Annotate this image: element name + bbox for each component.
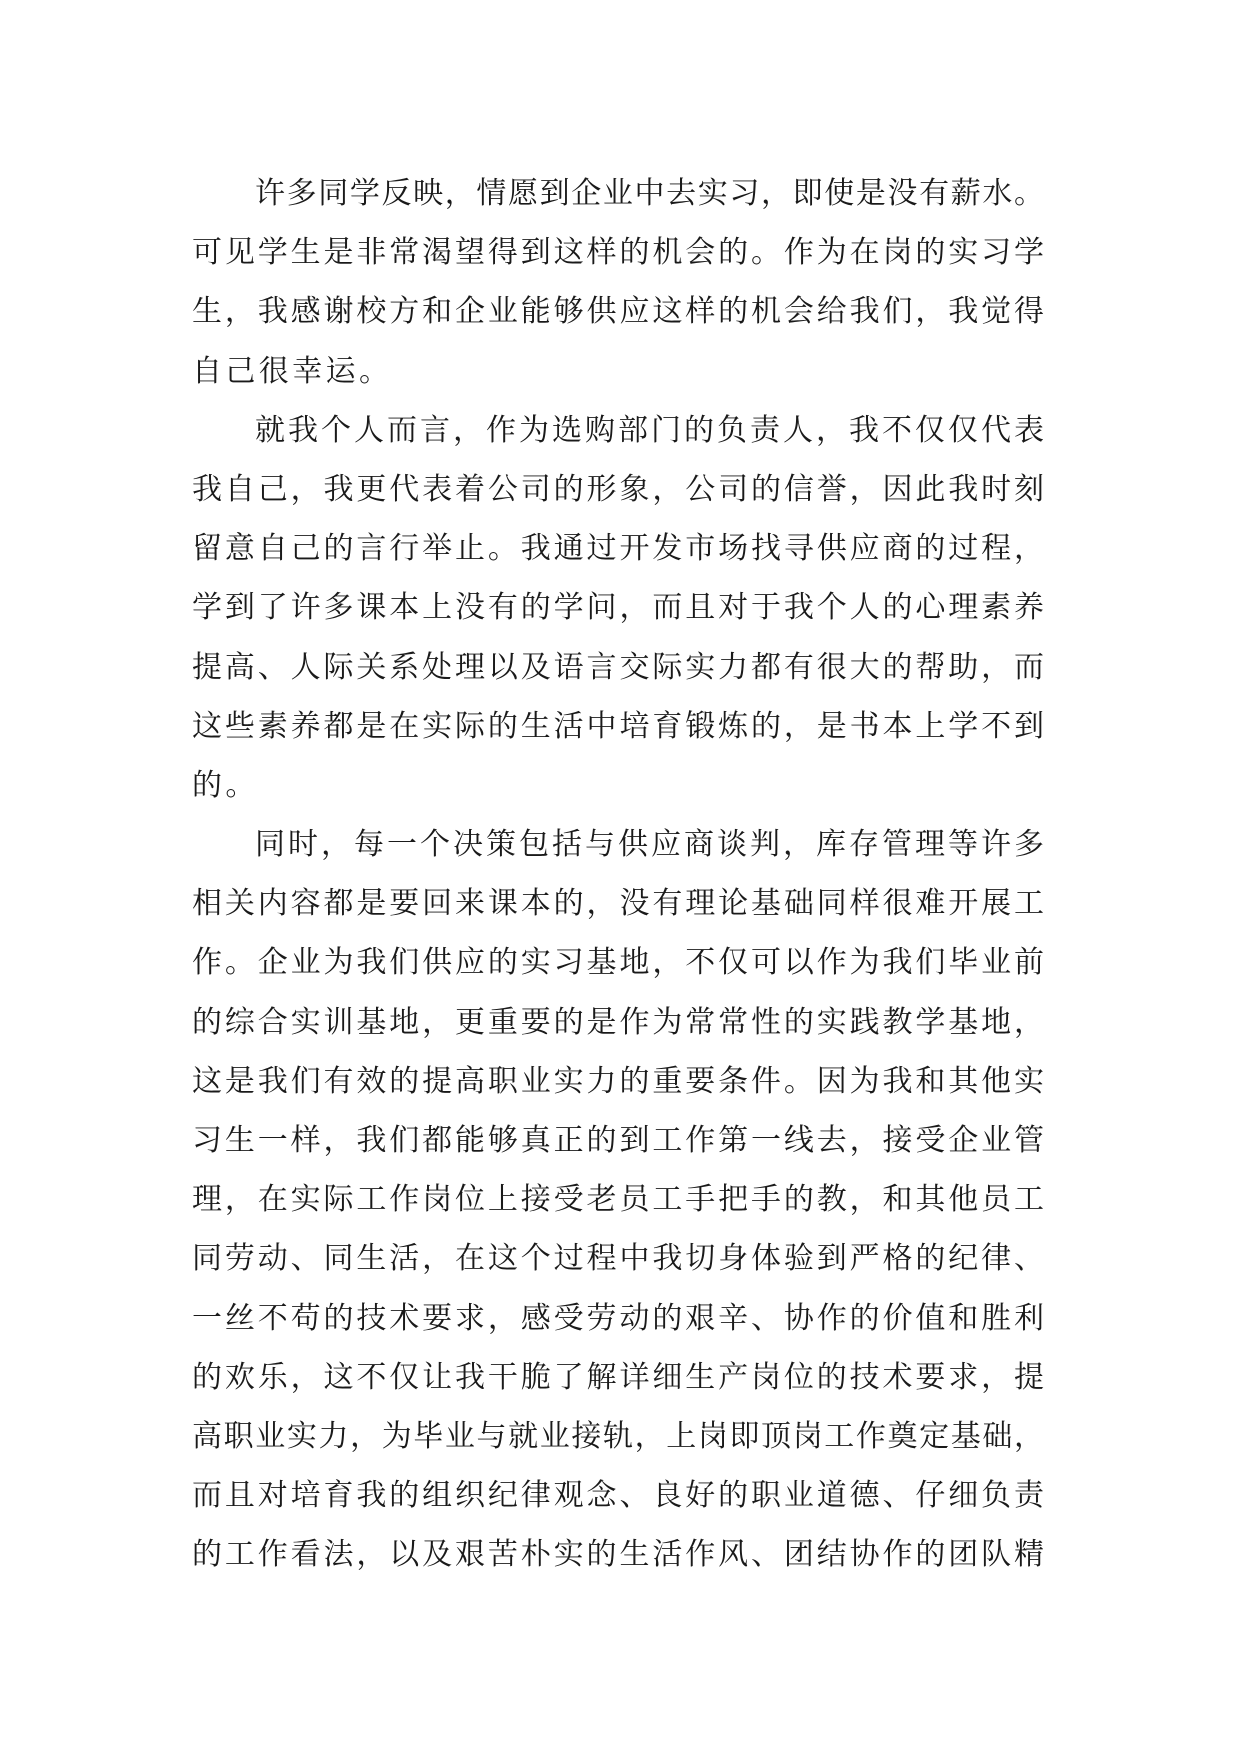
paragraph-2-line-4: 学到了许多课本上没有的学问，而且对于我个人的心理素养 bbox=[192, 590, 1044, 626]
paragraph-1-line-2: 可见学生是非常渴望得到这样的机会的。作为在岗的实习学 bbox=[192, 235, 1044, 271]
paragraph-3-line-5: 这是我们有效的提高职业实力的重要条件。因为我和其他实 bbox=[192, 1063, 1044, 1099]
paragraph-3-line-12: 而且对培育我的组织纪律观念、良好的职业道德、仔细负责 bbox=[192, 1478, 1044, 1514]
paragraph-3-line-10: 的欢乐，这不仅让我干脆了解详细生产岗位的技术要求，提 bbox=[192, 1359, 1044, 1395]
paragraph-2-line-3: 留意自己的言行举止。我通过开发市场找寻供应商的过程， bbox=[192, 531, 1044, 567]
paragraph-3-line-7: 理，在实际工作岗位上接受老员工手把手的教，和其他员工 bbox=[192, 1182, 1044, 1218]
paragraph-3-line-13: 的工作看法，以及艰苦朴实的生活作风、团结协作的团队精 bbox=[192, 1537, 1044, 1573]
paragraph-3-line-3: 作。企业为我们供应的实习基地，不仅可以作为我们毕业前 bbox=[192, 945, 1044, 981]
paragraph-2-line-7: 的。 bbox=[192, 767, 259, 803]
paragraph-3-line-9: 一丝不苟的技术要求，感受劳动的艰辛、协作的价值和胜利 bbox=[192, 1300, 1044, 1336]
paragraph-3-line-1: 同时，每一个决策包括与供应商谈判，库存管理等许多 bbox=[255, 827, 1044, 863]
document-body bbox=[192, 164, 1044, 1585]
paragraph-3-line-2: 相关内容都是要回来课本的，没有理论基础同样很难开展工 bbox=[192, 886, 1044, 922]
paragraph-3-line-8: 同劳动、同生活，在这个过程中我切身体验到严格的纪律、 bbox=[192, 1241, 1044, 1277]
paragraph-2-line-6: 这些素养都是在实际的生活中培育锻炼的，是书本上学不到 bbox=[192, 708, 1044, 744]
paragraph-3-line-4: 的综合实训基地，更重要的是作为常常性的实践教学基地， bbox=[192, 1004, 1044, 1040]
paragraph-3-line-11: 高职业实力，为毕业与就业接轨，上岗即顶岗工作奠定基础， bbox=[192, 1418, 1044, 1454]
paragraph-1-line-1: 许多同学反映，情愿到企业中去实习，即使是没有薪水。 bbox=[255, 176, 1044, 211]
paragraph-2-line-5: 提高、人际关系处理以及语言交际实力都有很大的帮助，而 bbox=[192, 649, 1044, 685]
paragraph-1-line-4: 自己很幸运。 bbox=[192, 353, 393, 389]
paragraph-2-line-2: 我自己，我更代表着公司的形象，公司的信誉，因此我时刻 bbox=[192, 471, 1044, 507]
paragraph-1-line-3: 生，我感谢校方和企业能够供应这样的机会给我们，我觉得 bbox=[192, 294, 1044, 330]
paragraph-2-line-1: 就我个人而言，作为选购部门的负责人，我不仅仅代表 bbox=[255, 412, 1044, 448]
paragraph-3-line-6: 习生一样，我们都能够真正的到工作第一线去，接受企业管 bbox=[192, 1123, 1044, 1158]
